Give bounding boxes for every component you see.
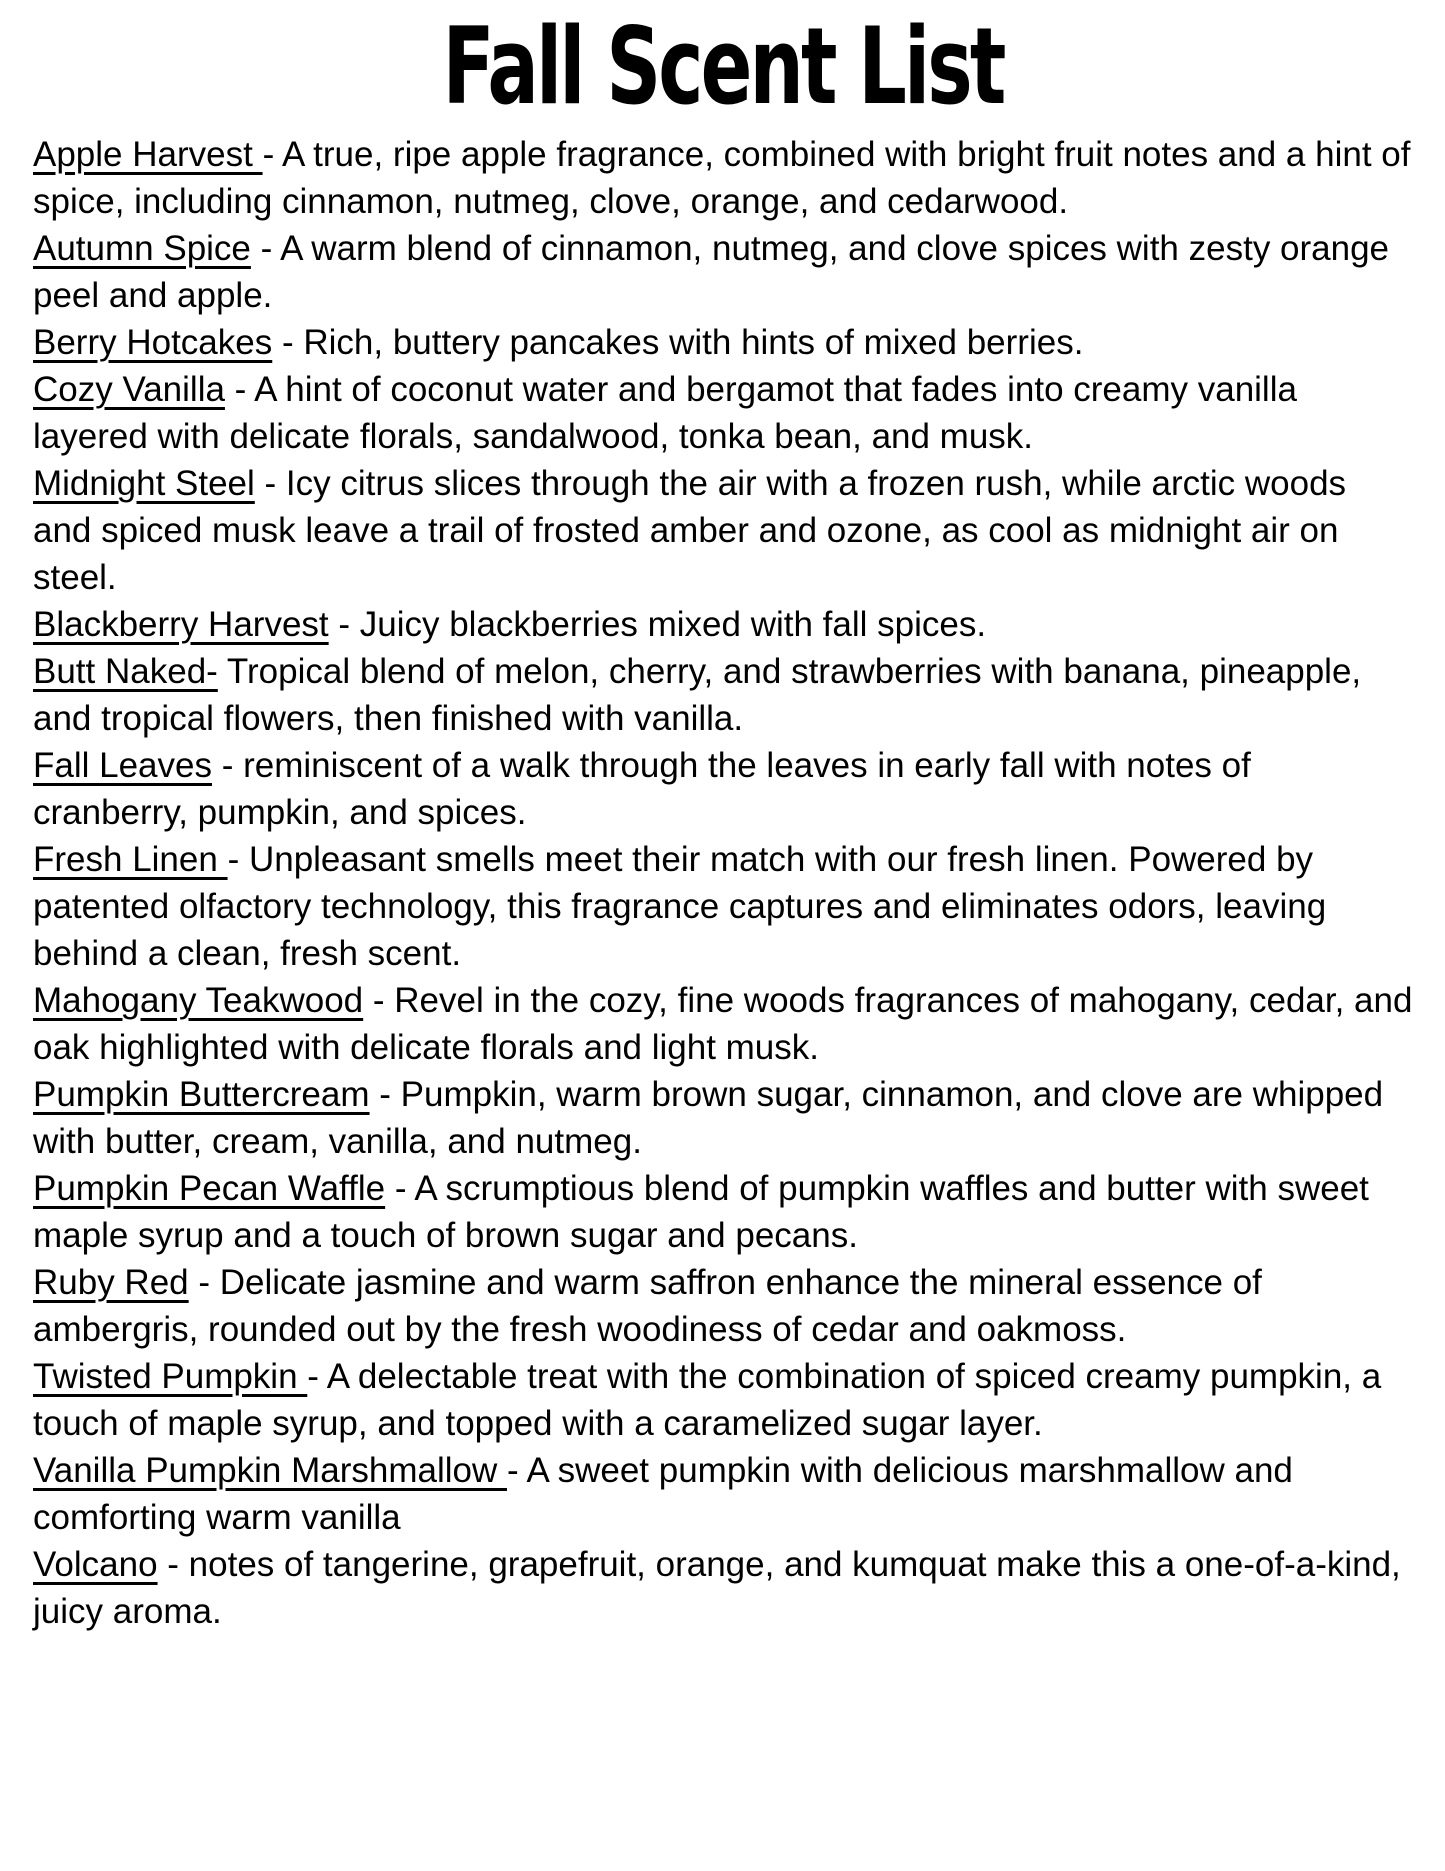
scent-name: Fresh Linen (33, 839, 228, 879)
scent-entry (33, 366, 1413, 460)
scent-description: Tropical blend of melon, cherry, and strawberries with banana, pineapple, and tropical flowers, then finished with vanilla. (33, 651, 1362, 738)
scent-description: notes of tangerine, grapefruit, orange, and kumquat make this a one-of-a-kind, juicy aroma. (33, 1544, 1401, 1631)
scent-separator: - (250, 228, 281, 268)
scent-name: Berry Hotcakes (33, 322, 273, 362)
scent-description: reminiscent of a walk through the leaves in early fall with notes of cranberry, pumpkin, and spices. (33, 745, 1251, 832)
scent-separator: - (385, 1168, 415, 1208)
scent-entry (33, 648, 1413, 742)
scent-description: A delectable treat with the combination of spiced creamy pumpkin, a touch of maple syrup, and topped with a caramelized sugar layer. (33, 1356, 1382, 1443)
scent-separator: - (369, 1074, 401, 1114)
scent-separator: - (188, 1262, 220, 1302)
scent-name: Apple Harvest (33, 134, 263, 174)
scent-name: Pumpkin Pecan Waffle (33, 1168, 386, 1208)
scent-separator (218, 652, 227, 691)
scent-description: Juicy blackberries mixed with fall spices. (359, 604, 987, 644)
scent-separator: - (262, 134, 283, 174)
scent-name: Pumpkin Buttercream (33, 1074, 370, 1114)
scent-name: Butt Naked- (33, 651, 218, 691)
scent-description: A sweet pumpkin with delicious marshmallow and comforting warm vanilla (33, 1450, 1293, 1537)
scent-description: Icy citrus slices through the air with a frozen rush, while arctic woods and spiced musk leave a trail of frosted amber and ozone, as cool as midnight air on steel. (33, 463, 1347, 597)
scent-entry (33, 460, 1413, 601)
scent-separator: - (157, 1544, 189, 1584)
scent-entry (33, 742, 1413, 836)
scent-entry (33, 131, 1413, 225)
scent-description: A true, ripe apple fragrance, combined with bright fruit notes and a hint of spice, including cinnamon, nutmeg, clove, orange, and cedarwood. (33, 134, 1411, 221)
scent-separator: - (254, 463, 286, 503)
page-title: Fall Scent List (442, 5, 1004, 128)
scent-description: A warm blend of cinnamon, nutmeg, and clove spices with zesty orange peel and apple. (33, 228, 1390, 315)
scent-description: A scrumptious blend of pumpkin waffles and butter with sweet maple syrup and a touch of brown sugar and pecans. (33, 1168, 1369, 1255)
scent-entry (33, 1353, 1413, 1447)
scent-entry (33, 319, 1413, 366)
scent-entry (33, 1541, 1413, 1635)
scent-entry (33, 601, 1413, 648)
scent-description: Rich, buttery pancakes with hints of mixed berries. (303, 322, 1084, 362)
scent-separator: - (211, 745, 244, 785)
scent-name: Autumn Spice (33, 228, 251, 268)
scent-name: Volcano (33, 1544, 158, 1584)
scent-entry (33, 1447, 1413, 1541)
scent-entry (33, 1165, 1413, 1259)
scent-name: Vanilla Pumpkin Marshmallow (33, 1450, 507, 1490)
scent-separator: - (224, 369, 255, 409)
scent-description: Pumpkin, warm brown sugar, cinnamon, and clove are whipped with butter, cream, vanilla, and nutmeg. (33, 1074, 1384, 1161)
scent-entry (33, 836, 1413, 977)
scent-separator: - (506, 1450, 527, 1490)
scent-description: Unpleasant smells meet their match with our fresh linen. Powered by patented olfactory technology, this fragrance captures and eliminates odors, leaving behind a clean, fresh scent. (33, 839, 1327, 973)
scent-name: Blackberry Harvest (33, 604, 329, 644)
scent-description: A hint of coconut water and bergamot that fades into creamy vanilla layered with delicate florals, sandalwood, tonka bean, and musk. (33, 369, 1297, 456)
scent-separator: - (227, 839, 249, 879)
scent-name: Twisted Pumpkin (33, 1356, 308, 1396)
scent-separator: - (328, 604, 360, 644)
scent-name: Ruby Red (33, 1262, 189, 1302)
scent-name: Fall Leaves (33, 745, 212, 785)
scent-separator: - (272, 322, 304, 362)
scent-entry (33, 225, 1413, 319)
scent-separator: - (363, 980, 395, 1020)
scent-entry (33, 1071, 1413, 1165)
scent-description: Delicate jasmine and warm saffron enhance the mineral essence of ambergris, rounded out by the fresh woodiness of cedar and oakmoss. (33, 1262, 1262, 1349)
scent-list (33, 131, 1413, 1635)
scent-description: Revel in the cozy, fine woods fragrances of mahogany, cedar, and oak highlighted with delicate florals and light musk. (33, 980, 1413, 1067)
scent-entry (33, 1259, 1413, 1353)
scent-name: Mahogany Teakwood (33, 980, 364, 1020)
scent-name: Cozy Vanilla (33, 369, 225, 409)
scent-separator: - (307, 1356, 327, 1396)
scent-name: Midnight Steel (33, 463, 255, 503)
scent-entry (33, 977, 1413, 1071)
